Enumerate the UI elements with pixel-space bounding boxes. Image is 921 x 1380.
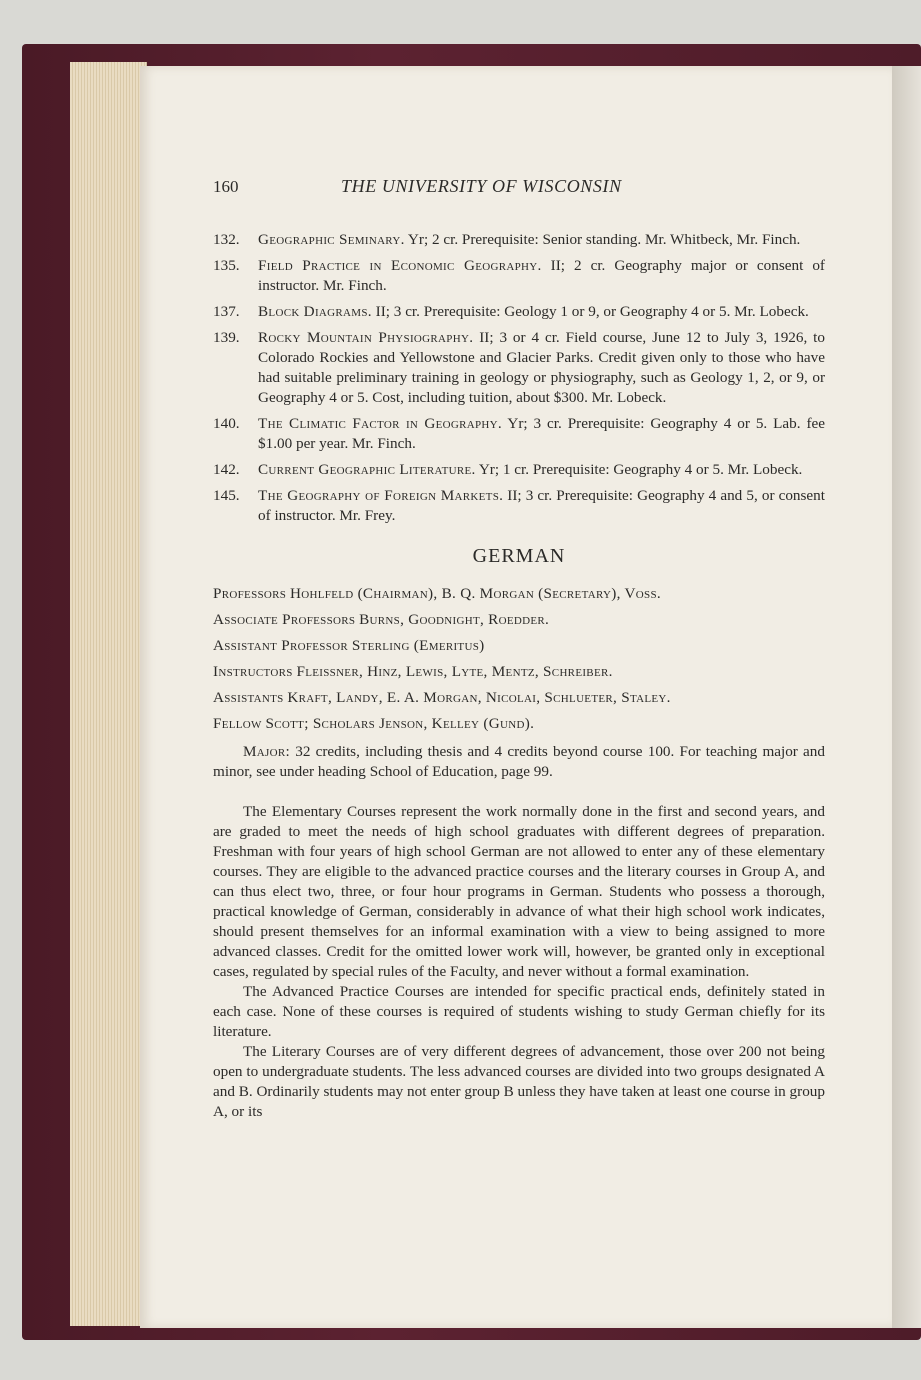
faculty-line bbox=[213, 662, 825, 682]
course-number: 137. bbox=[213, 303, 240, 320]
major-label: Major: bbox=[243, 743, 291, 760]
faculty-role: Associate Professors bbox=[213, 611, 356, 628]
course-description bbox=[258, 328, 825, 408]
course-details: Yr; 3 cr. Prerequisite: Geography 4 or 5. Lab. fee $1.00 per year. Mr. Finch. bbox=[258, 415, 826, 452]
course-description bbox=[258, 486, 825, 526]
faculty-names: Hohlfeld (Chairman), B. Q. Morgan (Secretary), Voss. bbox=[290, 585, 661, 602]
faculty-names: Scott; Scholars Jenson, Kelley (Gund). bbox=[265, 715, 535, 732]
major-text: 32 credits, including thesis and 4 credits beyond course 100. For teaching major and minor, see under heading School of Education, page 99. bbox=[213, 743, 825, 780]
course-details: II; 3 cr. Prerequisite: Geology 1 or 9, or Geography 4 or 5. Mr. Lobeck. bbox=[371, 303, 809, 320]
course-description bbox=[258, 302, 825, 322]
course-title: Block Diagrams. bbox=[258, 303, 372, 320]
course-number: 135. bbox=[213, 257, 240, 274]
body-paragraph: The Literary Courses are of very different degrees of advancement, those over 200 not being open to undergraduate students. The less advanced courses are divided into two groups designated A and B. Ordinarily students may not enter group B unless they have taken at least one course in group A, or its bbox=[213, 1043, 825, 1120]
section-heading: GERMAN bbox=[472, 545, 566, 567]
course-details: II; 2 cr. Geography major or consent of instructor. Mr. Finch. bbox=[258, 257, 825, 294]
course-entry bbox=[213, 328, 825, 408]
page-stack-edge bbox=[70, 62, 147, 1326]
course-entry bbox=[213, 302, 825, 322]
course-number: 132. bbox=[213, 231, 240, 248]
course-title: Geographic Seminary. bbox=[258, 231, 405, 248]
course-title: Field Practice in Economic Geography. bbox=[258, 257, 542, 274]
course-entry bbox=[213, 414, 825, 454]
running-header bbox=[213, 176, 825, 200]
course-entry bbox=[213, 486, 825, 526]
faculty-line bbox=[213, 714, 825, 734]
faculty-names: Kraft, Landy, E. A. Morgan, Nicolai, Schlueter, Staley. bbox=[287, 689, 671, 706]
course-title: The Geography of Foreign Markets. bbox=[258, 487, 504, 504]
course-number: 142. bbox=[213, 461, 240, 478]
course-details: Yr; 2 cr. Prerequisite: Senior standing. Mr. Whitbeck, Mr. Finch. bbox=[404, 231, 801, 248]
course-number: 140. bbox=[213, 415, 240, 432]
faculty-names: Sterling (Emeritus) bbox=[351, 637, 485, 654]
course-description bbox=[258, 256, 825, 296]
faculty-names: Burns, Goodnight, Roedder. bbox=[359, 611, 550, 628]
running-title: THE UNIVERSITY OF WISCONSIN bbox=[341, 176, 622, 196]
body-paragraph: The Elementary Courses represent the work normally done in the first and second years, and are graded to meet the needs of high school graduates with different degrees of preparation. Freshman with four years of high school German are not allowed to enter any of these elementary courses. They are eligible to the advanced practice courses and the literary courses in Group A, and can thus elect two, three, or four hour programs in German. Students who possess a thorough, practical knowledge of German, considerably in advance of what their high school work indicates, should present themselves for an informal examination with a view to being assigned to more advanced classes. Credit for the omitted lower work will, however, be granted only in exceptional cases, regulated by special rules of the Faculty, and never without a formal examination. bbox=[213, 803, 825, 980]
course-description bbox=[258, 460, 825, 480]
course-details: II; 3 or 4 cr. Field course, June 12 to July 3, 1926, to Colorado Rockies and Yellowstone and Glacier Parks. Credit given only to those who have had suitable preliminary training in geology or physiography, such as Geology 1, 2, or 9, or Geography 4 or 5. Cost, including tuition, about $300. Mr. Lobeck. bbox=[258, 329, 825, 406]
course-details: II; 3 cr. Prerequisite: Geography 4 and 5, or consent of instructor. Mr. Frey. bbox=[258, 487, 825, 524]
course-title: Rocky Mountain Physiography. bbox=[258, 329, 474, 346]
faculty-line bbox=[213, 584, 825, 604]
faculty-role: Assistant Professor bbox=[213, 637, 349, 654]
course-title: The Climatic Factor in Geography. bbox=[258, 415, 503, 432]
course-entry bbox=[213, 460, 825, 480]
course-number: 145. bbox=[213, 487, 240, 504]
facing-page-edge bbox=[892, 66, 921, 1328]
page-number: 160 bbox=[213, 177, 239, 196]
page-text bbox=[213, 176, 825, 1122]
faculty-role: Fellow bbox=[213, 715, 262, 732]
faculty-role: Assistants bbox=[213, 689, 284, 706]
faculty-line bbox=[213, 636, 825, 656]
major-requirements bbox=[213, 742, 825, 782]
faculty-names: Fleissner, Hinz, Lewis, Lyte, Mentz, Schreiber. bbox=[296, 663, 613, 680]
faculty-role: Instructors bbox=[213, 663, 293, 680]
course-description bbox=[258, 414, 825, 454]
faculty-line bbox=[213, 610, 825, 630]
course-details: Yr; 1 cr. Prerequisite: Geography 4 or 5. Mr. Lobeck. bbox=[475, 461, 803, 478]
course-description bbox=[258, 230, 825, 250]
faculty-role: Professors bbox=[213, 585, 287, 602]
faculty-line bbox=[213, 688, 825, 708]
course-entry bbox=[213, 230, 825, 250]
body-paragraph: The Advanced Practice Courses are intended for specific practical ends, definitely stated in each case. None of these courses is required of students wishing to study German chiefly for its literature. bbox=[213, 983, 825, 1040]
course-title: Current Geographic Literature. bbox=[258, 461, 476, 478]
course-entry bbox=[213, 256, 825, 296]
course-number: 139. bbox=[213, 329, 240, 346]
